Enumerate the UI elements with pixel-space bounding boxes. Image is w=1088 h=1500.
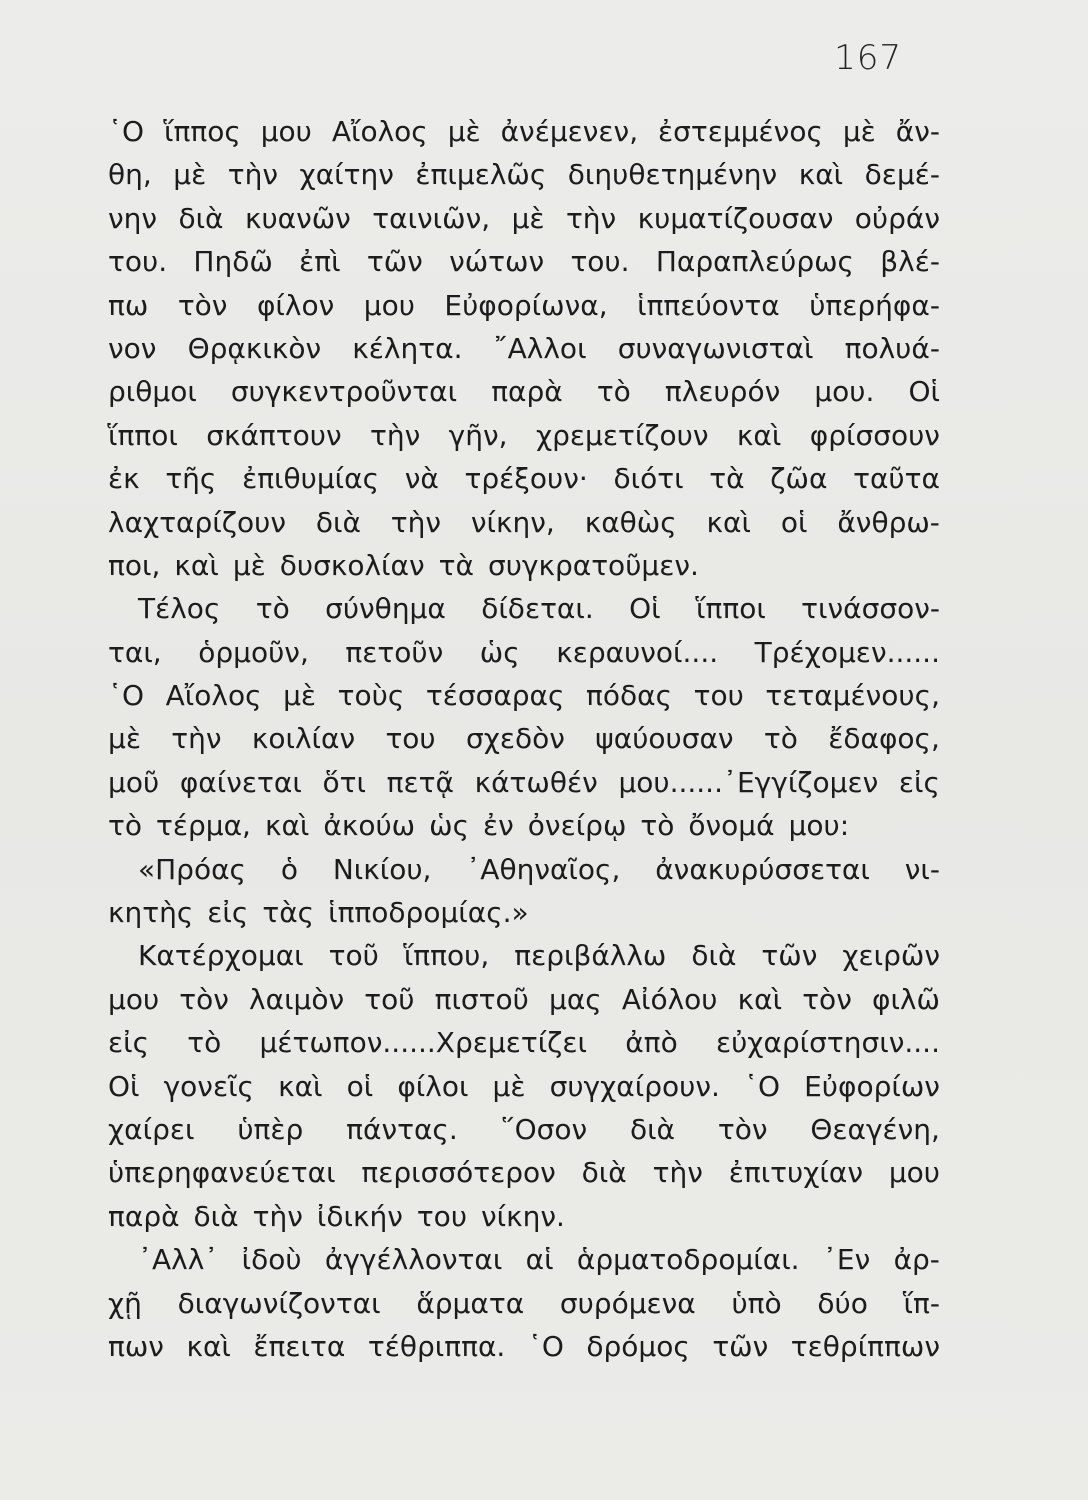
word: τὸ (187, 1026, 222, 1060)
word: ὀνείρῳ (527, 809, 627, 843)
word: ᾽Εν (822, 1243, 871, 1277)
word: χῇ (108, 1286, 142, 1320)
word: τὴν (652, 1156, 703, 1190)
word: ἁρματοδρομίαι. (576, 1243, 800, 1277)
word: πολυά- (844, 331, 940, 365)
word: συγχαίρουν. (549, 1069, 720, 1103)
word: διὰ (315, 505, 361, 539)
word: μὲ (492, 1069, 526, 1103)
word: τέσσαρας (425, 679, 565, 713)
word: ψαύουσαν (595, 722, 734, 756)
text-line (108, 1021, 940, 1064)
word: οἱ (346, 1069, 374, 1103)
word: πω (108, 288, 149, 322)
word: ἐπιμελῶς (415, 158, 547, 192)
word: καὶ (186, 1329, 231, 1363)
word: ῞Οσον (500, 1112, 588, 1146)
word: φρίσσουν (809, 418, 940, 452)
word: διὰ (178, 201, 224, 235)
word: μου (888, 1156, 940, 1190)
text-line (108, 1108, 940, 1151)
word: φίλοι (397, 1069, 469, 1103)
word: Αἴολος (165, 679, 262, 713)
text-line (108, 631, 940, 674)
text-line (108, 240, 940, 283)
word: ἄν- (895, 115, 940, 148)
word: Οἱ (629, 592, 661, 626)
word: καὶ (264, 809, 310, 843)
text-line (108, 457, 940, 500)
word: ἄνθρω- (837, 505, 940, 539)
text-line (108, 1325, 940, 1368)
word: κυανῶν (244, 201, 351, 235)
word: ἀκούω (323, 809, 416, 843)
word: ζῶα (770, 462, 828, 496)
word: βλέ- (880, 245, 940, 279)
word: συγκρατοῦμεν. (487, 548, 699, 582)
word: θη, (108, 158, 152, 192)
word: τὸ (640, 809, 675, 843)
word: καὶ (798, 158, 844, 192)
word: «Πρόας (138, 852, 246, 886)
word: νον (108, 331, 157, 365)
word: διαγωνίζονται (177, 1286, 381, 1320)
text-line (108, 110, 940, 153)
word: ῾Ο (527, 1329, 564, 1363)
word: σκάπτουν (206, 418, 342, 452)
word: καὶ (278, 1069, 323, 1103)
word: καὶ (737, 982, 783, 1016)
word: τὸ (763, 722, 798, 756)
word: κυματίζουσαν (637, 201, 834, 235)
word: νώτων (449, 245, 545, 279)
word: συρόμενα (559, 1286, 696, 1320)
word: ριθμοι (108, 375, 197, 409)
word: μου: (788, 809, 850, 843)
word: μὲ (447, 115, 481, 148)
word: ἀγγέλλονται (324, 1243, 503, 1277)
word: ταινιῶν, (372, 201, 491, 235)
word: χειρῶν (842, 939, 940, 973)
word: ῾Ο (108, 679, 145, 713)
word: τέρμα, (156, 809, 251, 843)
word: μου......᾽Εγγίζομεν (618, 765, 879, 799)
word: Θρᾳκικὸν (187, 331, 322, 365)
word: μοῦ (108, 765, 160, 799)
text-line (108, 761, 940, 804)
text-line (108, 544, 940, 587)
word: τεταμένους, (765, 679, 940, 713)
word: σύνθημα (325, 592, 446, 626)
word: καὶ (706, 505, 751, 539)
text-line (108, 501, 940, 544)
word: νην (108, 201, 158, 235)
word: τὴν (390, 505, 442, 539)
word: εἰς (207, 896, 249, 930)
word: μὲ (108, 722, 141, 756)
word: εὐχαρίστησιν.... (715, 1026, 940, 1060)
word: ὡς (429, 809, 470, 843)
word: μου (108, 982, 160, 1016)
word: ἀρ- (893, 1243, 940, 1277)
word: Οἱ (108, 1069, 140, 1103)
text-line (108, 1195, 940, 1238)
word: ὄνομά (688, 809, 775, 843)
text-line (108, 674, 940, 717)
word: ὑπερηφανεύεται (108, 1156, 336, 1190)
word: Θεαγένη, (810, 1112, 940, 1146)
word: ὑπὸ (731, 1286, 782, 1320)
text-line (108, 804, 940, 847)
word: κάτωθέν (474, 765, 598, 799)
word: περισσότερον (361, 1156, 556, 1190)
word: τὴν (370, 418, 421, 452)
word: καὶ (174, 548, 219, 582)
word: μέτωπον......Χρεμετίζει (259, 1026, 588, 1060)
word: τὸ (596, 375, 631, 409)
word: ἀπὸ (625, 1026, 678, 1060)
word: διὰ (193, 1199, 239, 1233)
text-line (108, 891, 940, 934)
word: χαίτην (299, 158, 394, 192)
word: Αἴολος (331, 115, 428, 148)
word: λαχταρίζουν (108, 505, 286, 539)
text-line (108, 153, 940, 196)
word: ἵπποι (696, 592, 766, 626)
word: του. (570, 245, 630, 279)
text-line (108, 1151, 940, 1194)
word: νι- (904, 852, 940, 886)
word: αἱ (525, 1243, 554, 1277)
word: κητὴς (108, 896, 194, 930)
word: μὲ (842, 115, 876, 148)
word: του (385, 722, 436, 756)
text-line (108, 370, 940, 413)
word: τὴν (565, 201, 617, 235)
word: ἱπποδρομίας.» (328, 896, 529, 930)
word: ἐκ (108, 462, 140, 496)
word: μὲ (232, 548, 266, 582)
word: ᾽Αλλ᾽ (138, 1243, 219, 1277)
text-line (108, 1238, 940, 1281)
text-line (108, 414, 940, 457)
word: γῆν, (448, 418, 508, 452)
word: τῶν (761, 939, 818, 973)
word: μὲ (283, 679, 317, 713)
word: εἰς (898, 765, 940, 799)
word: λαιμὸν (249, 982, 345, 1016)
word: καθὼς (584, 505, 677, 539)
word: τὸ (108, 809, 142, 843)
word: παρὰ (491, 375, 563, 409)
text-line (108, 934, 940, 977)
text-line (108, 717, 940, 760)
word: διηυθετημένην (567, 158, 778, 192)
word: μου (363, 288, 415, 322)
word: χαίρει (108, 1112, 195, 1146)
word: ὅτι (322, 765, 366, 799)
word: ᾽Αθηναῖος, (466, 852, 621, 886)
text-line (108, 284, 940, 327)
word: ἔπειτα (253, 1329, 346, 1363)
word: τοὺς (337, 679, 405, 713)
word: νίκην, (470, 505, 555, 539)
word: κεραυνοί.... (556, 635, 719, 669)
word: ἵπ- (903, 1286, 940, 1320)
word: ἰδοὺ (241, 1243, 302, 1277)
word: τρέξουν· (464, 462, 588, 496)
word: ἰδικήν (316, 1199, 403, 1233)
word: τὰ (709, 462, 745, 496)
text-line (108, 978, 940, 1021)
word: ἵππου, (403, 939, 490, 973)
word: σχεδὸν (465, 722, 565, 756)
word: ὑπερήφα- (809, 288, 940, 322)
word: τὸ (255, 592, 290, 626)
word: ἵππος (164, 115, 241, 148)
word: πλευρόν (664, 375, 781, 409)
word: μου. (814, 375, 875, 409)
text-line (108, 848, 940, 891)
word: νὰ (404, 462, 439, 496)
word: ὡς (479, 635, 520, 669)
word: Εὐφορίωνα, (444, 288, 608, 322)
word: τὸν (179, 982, 229, 1016)
word: Τρέχομεν...... (754, 635, 940, 669)
word: δρόμος (586, 1329, 690, 1363)
word: πιστοῦ (434, 982, 529, 1016)
word: πων (108, 1329, 164, 1363)
word: ταῦτα (853, 462, 940, 496)
word: τὴν (252, 1199, 303, 1233)
word: ἐν (483, 809, 514, 843)
word: του (416, 1199, 468, 1233)
word: δίδεται. (481, 592, 594, 626)
word: Παραπλεύρως (655, 245, 854, 279)
word: Αἰόλου (621, 982, 718, 1016)
word: συναγωνισταὶ (617, 331, 814, 365)
word: ἔδαφος, (828, 722, 940, 756)
word: τῶν (712, 1329, 769, 1363)
word: πάντας. (346, 1112, 458, 1146)
word: ῾Ο (108, 115, 145, 148)
word: διὰ (629, 1112, 676, 1146)
word: τοῦ (328, 939, 379, 973)
word: τὸν (177, 288, 228, 322)
word: Τέλος (138, 592, 221, 626)
word: τῶν (366, 245, 423, 279)
word: διὰ (581, 1156, 627, 1190)
word: φιλῶ (871, 982, 940, 1016)
word: πόδας (586, 679, 673, 713)
word: ἐστεμμένος (658, 115, 823, 148)
word: χρεμετίζουν (535, 418, 709, 452)
word: ὁ (280, 852, 298, 886)
word: Πηδῶ (193, 245, 273, 279)
word: διὰ (691, 939, 737, 973)
word: οἱ (780, 505, 808, 539)
word: οὐράν (854, 201, 940, 235)
word: ἱππεύοντα (637, 288, 780, 322)
word: ῾Ο (743, 1069, 781, 1103)
word: τὴν (171, 722, 222, 756)
word: γονεῖς (163, 1069, 254, 1103)
word: του (693, 679, 744, 713)
word: τέθριππα. (367, 1329, 506, 1363)
word: νίκην. (481, 1199, 565, 1233)
text-line (108, 197, 940, 240)
word: τῆς (165, 462, 217, 496)
word: ἅρματα (416, 1286, 525, 1320)
page-number: 167 (834, 38, 902, 78)
word: του. (108, 245, 168, 279)
word: πετοῦν (345, 635, 444, 669)
word: τὴν (227, 158, 279, 192)
word: ἐπιτυχίαν (728, 1156, 863, 1190)
text-line (108, 327, 940, 370)
word: Εὐφορίων (804, 1069, 940, 1103)
word: μου (260, 115, 312, 148)
word: μὲ (511, 201, 545, 235)
word: καὶ (736, 418, 782, 452)
word: ὑπὲρ (237, 1112, 304, 1146)
word: περιβάλλω (514, 939, 667, 973)
text-line (108, 1282, 940, 1325)
word: τὸν (717, 1112, 768, 1146)
word: ὁρμοῦν, (198, 635, 309, 669)
word: μας (549, 982, 602, 1016)
word: Νικίου, (332, 852, 432, 886)
word: Κατέρχομαι (138, 939, 304, 973)
word: ἀνακυρύσσεται (655, 852, 870, 886)
word: τὰ (438, 548, 474, 582)
word: φαίνεται (179, 765, 302, 799)
word: ἀνέμενεν, (500, 115, 639, 148)
word: ἐπὶ (299, 245, 341, 279)
word: ἐπιθυμίας (242, 462, 380, 496)
word: τεθρίππων (790, 1329, 940, 1363)
word: ῎Αλλοι (493, 331, 587, 365)
body-text (108, 110, 940, 1368)
word: ποι, (108, 548, 161, 582)
word: ται, (108, 635, 162, 669)
word: δεμέ- (864, 158, 940, 192)
word: διότι (613, 462, 684, 496)
word: μὲ (173, 158, 207, 192)
word: φίλον (256, 288, 335, 322)
word: συγκεντροῦνται (230, 375, 458, 409)
word: δύο (817, 1286, 868, 1320)
word: εἰς (108, 1026, 150, 1060)
word: τὰς (262, 896, 315, 930)
word: κοιλίαν (251, 722, 356, 756)
word: τινάσσον- (801, 592, 940, 626)
word: τοῦ (364, 982, 415, 1016)
word: κέλητα. (352, 331, 463, 365)
text-line (108, 1065, 940, 1108)
word: ἵπποι (108, 418, 178, 452)
word: Οἱ (908, 375, 940, 409)
text-line (108, 587, 940, 630)
word: παρὰ (108, 1199, 180, 1233)
word: τὸν (802, 982, 852, 1016)
word: πετᾷ (386, 765, 454, 799)
word: δυσκολίαν (279, 548, 425, 582)
